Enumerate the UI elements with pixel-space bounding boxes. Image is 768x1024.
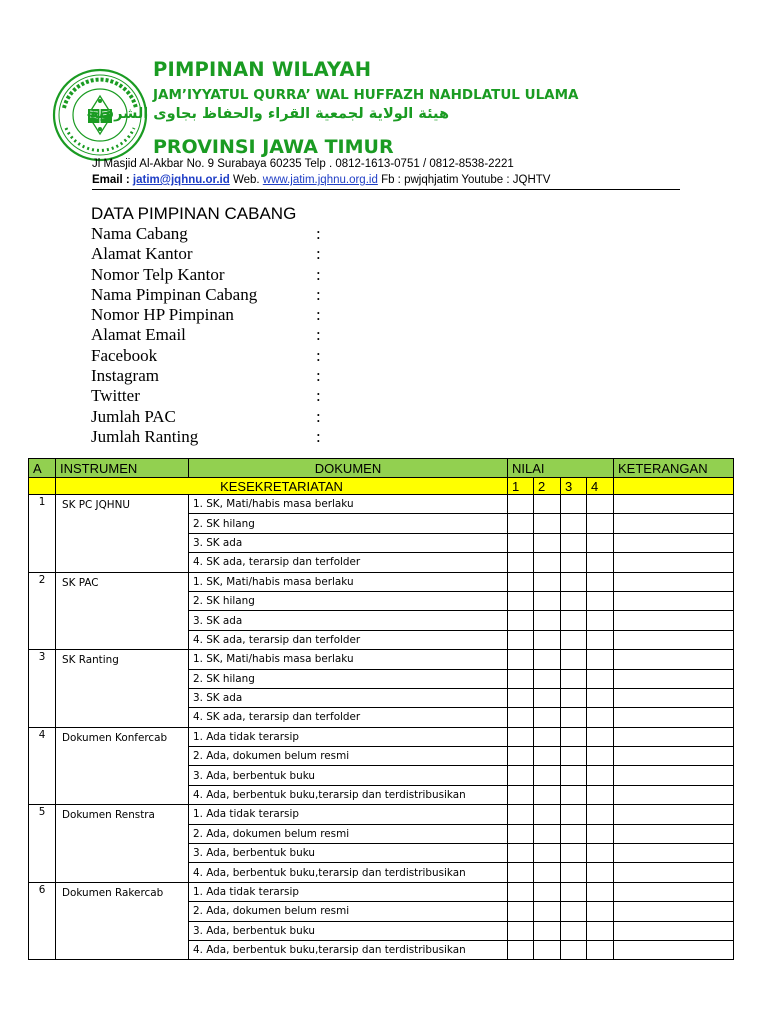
score-cell-3[interactable]	[561, 708, 587, 727]
score-cell-1[interactable]	[508, 669, 534, 688]
keterangan-cell[interactable]	[614, 805, 734, 824]
field-label: Nomor HP Pimpinan	[91, 305, 234, 325]
field-label: Alamat Email	[91, 325, 186, 345]
score-cell-3[interactable]	[561, 766, 587, 785]
score-cell-4[interactable]	[587, 669, 614, 688]
table-row	[29, 727, 734, 746]
score-cell-3[interactable]	[561, 844, 587, 863]
row-number: 1	[29, 495, 56, 573]
score-cell-2[interactable]	[534, 921, 561, 940]
score-label-3: 3	[561, 478, 587, 495]
score-cell-2[interactable]	[534, 902, 561, 921]
score-cell-3[interactable]	[561, 533, 587, 552]
score-cell-4[interactable]	[587, 514, 614, 533]
score-cell-2[interactable]	[534, 747, 561, 766]
score-cell-4[interactable]	[587, 824, 614, 843]
keterangan-cell[interactable]	[614, 495, 734, 514]
score-cell-1[interactable]	[508, 844, 534, 863]
score-cell-3[interactable]	[561, 669, 587, 688]
document-criterion: 4. Ada, berbentuk buku,terarsip dan terdistribusikan	[189, 785, 508, 804]
document-criterion: 1. Ada tidak terarsip	[189, 727, 508, 746]
instrument-name: Dokumen Rakercab	[56, 882, 189, 960]
score-cell-2[interactable]	[534, 785, 561, 804]
score-cell-2[interactable]	[534, 514, 561, 533]
field-label: Instagram	[91, 366, 159, 386]
score-cell-1[interactable]	[508, 785, 534, 804]
score-cell-2[interactable]	[534, 824, 561, 843]
score-cell-4[interactable]	[587, 921, 614, 940]
keterangan-cell[interactable]	[614, 630, 734, 649]
keterangan-cell[interactable]	[614, 824, 734, 843]
field-colon: :	[316, 284, 321, 304]
keterangan-cell[interactable]	[614, 882, 734, 901]
keterangan-cell[interactable]	[614, 921, 734, 940]
score-cell-4[interactable]	[587, 940, 614, 959]
field-label: Jumlah PAC	[91, 406, 176, 426]
social-handles: Fb : pwjqhjatim Youtube : JQHTV	[381, 174, 551, 186]
org-title: PIMPINAN WILAYAH	[153, 58, 372, 81]
keterangan-cell[interactable]	[614, 708, 734, 727]
score-cell-3[interactable]	[561, 553, 587, 572]
field-colon: :	[316, 345, 321, 365]
field-colon: :	[316, 406, 321, 426]
score-label-1: 1	[508, 478, 534, 495]
document-criterion: 1. Ada tidak terarsip	[189, 805, 508, 824]
field-colon: :	[316, 244, 321, 264]
score-cell-1[interactable]	[508, 630, 534, 649]
score-cell-1[interactable]	[508, 863, 534, 882]
score-cell-1[interactable]	[508, 727, 534, 746]
score-cell-1[interactable]	[508, 708, 534, 727]
table-row	[29, 495, 734, 514]
keterangan-cell[interactable]	[614, 572, 734, 591]
score-cell-2[interactable]	[534, 863, 561, 882]
row-number: 3	[29, 650, 56, 728]
score-cell-4[interactable]	[587, 747, 614, 766]
score-cell-3[interactable]	[561, 921, 587, 940]
email-link[interactable]: jatim@jqhnu.or.id	[132, 174, 230, 186]
org-fullname: JAM’IYYATUL QURRA’ WAL HUFFAZH NAHDLATUL ULAMA	[153, 87, 579, 103]
keterangan-cell[interactable]	[614, 940, 734, 959]
table-row	[29, 650, 734, 669]
field-colon: :	[316, 325, 321, 345]
score-cell-2[interactable]	[534, 940, 561, 959]
score-cell-3[interactable]	[561, 688, 587, 707]
document-criterion: 2. SK hilang	[189, 669, 508, 688]
score-cell-2[interactable]	[534, 805, 561, 824]
keterangan-cell[interactable]	[614, 766, 734, 785]
document-criterion: 1. SK, Mati/habis masa berlaku	[189, 572, 508, 591]
score-cell-3[interactable]	[561, 591, 587, 610]
header-dokumen: DOKUMEN	[189, 459, 508, 478]
score-cell-2[interactable]	[534, 882, 561, 901]
field-label: Nama Cabang	[91, 224, 188, 243]
score-cell-3[interactable]	[561, 630, 587, 649]
document-criterion: 2. Ada, dokumen belum resmi	[189, 824, 508, 843]
score-cell-3[interactable]	[561, 514, 587, 533]
row-number: 2	[29, 572, 56, 650]
score-cell-3[interactable]	[561, 650, 587, 669]
score-label-4: 4	[587, 478, 614, 495]
keterangan-cell[interactable]	[614, 669, 734, 688]
row-number: 6	[29, 882, 56, 960]
score-cell-4[interactable]	[587, 630, 614, 649]
field-label: Nama Pimpinan Cabang	[91, 284, 258, 304]
score-cell-2[interactable]	[534, 844, 561, 863]
score-cell-1[interactable]	[508, 650, 534, 669]
score-cell-4[interactable]	[587, 591, 614, 610]
web-label: Web.	[232, 174, 260, 186]
document-criterion: 2. Ada, dokumen belum resmi	[189, 902, 508, 921]
score-cell-2[interactable]	[534, 688, 561, 707]
score-cell-1[interactable]	[508, 940, 534, 959]
score-cell-1[interactable]	[508, 533, 534, 552]
score-cell-3[interactable]	[561, 824, 587, 843]
document-criterion: 4. Ada, berbentuk buku,terarsip dan terdistribusikan	[189, 940, 508, 959]
score-cell-4[interactable]	[587, 785, 614, 804]
keterangan-cell[interactable]	[614, 650, 734, 669]
document-criterion: 1. SK, Mati/habis masa berlaku	[189, 495, 508, 514]
keterangan-cell[interactable]	[614, 727, 734, 746]
table-header-row	[29, 459, 734, 478]
document-criterion: 3. SK ada	[189, 533, 508, 552]
keterangan-cell[interactable]	[614, 533, 734, 552]
keterangan-cell[interactable]	[614, 688, 734, 707]
org-arabic-name: هيئة الولاية لجمعية القراء والحفاظ بجاوى الشرقية	[89, 106, 449, 122]
field-colon: :	[316, 224, 321, 243]
score-cell-1[interactable]	[508, 591, 534, 610]
score-cell-3[interactable]	[561, 747, 587, 766]
score-cell-3[interactable]	[561, 611, 587, 630]
field-colon: :	[316, 264, 321, 284]
instrument-name: Dokumen Renstra	[56, 805, 189, 883]
section-title: DATA PIMPINAN CABANG	[91, 204, 297, 223]
score-cell-2[interactable]	[534, 553, 561, 572]
score-cell-2[interactable]	[534, 669, 561, 688]
keterangan-cell[interactable]	[614, 785, 734, 804]
score-cell-2[interactable]	[534, 591, 561, 610]
score-label-2: 2	[534, 478, 561, 495]
header-keterangan: KETERANGAN	[614, 459, 734, 478]
document-criterion: 4. SK ada, terarsip dan terfolder	[189, 553, 508, 572]
instrument-name: SK Ranting	[56, 650, 189, 728]
score-cell-3[interactable]	[561, 902, 587, 921]
keterangan-cell[interactable]	[614, 844, 734, 863]
score-cell-4[interactable]	[587, 495, 614, 514]
field-colon: :	[316, 305, 321, 325]
score-cell-1[interactable]	[508, 805, 534, 824]
website-link[interactable]: www.jatim.jqhnu.org.id	[262, 174, 378, 186]
score-cell-1[interactable]	[508, 572, 534, 591]
score-cell-1[interactable]	[508, 514, 534, 533]
score-cell-1[interactable]	[508, 882, 534, 901]
field-label: Nomor Telp Kantor	[91, 264, 225, 284]
score-cell-1[interactable]	[508, 688, 534, 707]
document-criterion: 4. Ada, berbentuk buku,terarsip dan terdistribusikan	[189, 863, 508, 882]
document-criterion: 4. SK ada, terarsip dan terfolder	[189, 630, 508, 649]
score-cell-2[interactable]	[534, 727, 561, 746]
score-cell-2[interactable]	[534, 650, 561, 669]
score-cell-4[interactable]	[587, 650, 614, 669]
score-cell-1[interactable]	[508, 921, 534, 940]
score-cell-1[interactable]	[508, 553, 534, 572]
instrument-name: SK PAC	[56, 572, 189, 650]
score-cell-4[interactable]	[587, 882, 614, 901]
score-cell-2[interactable]	[534, 630, 561, 649]
score-cell-4[interactable]	[587, 572, 614, 591]
table-row	[29, 805, 734, 824]
score-cell-3[interactable]	[561, 882, 587, 901]
keterangan-cell[interactable]	[614, 591, 734, 610]
document-criterion: 3. Ada, berbentuk buku	[189, 921, 508, 940]
field-label: Jumlah Ranting	[91, 426, 199, 446]
keterangan-cell[interactable]	[614, 863, 734, 882]
score-cell-3[interactable]	[561, 727, 587, 746]
score-cell-4[interactable]	[587, 863, 614, 882]
document-criterion: 2. Ada, dokumen belum resmi	[189, 747, 508, 766]
score-cell-3[interactable]	[561, 863, 587, 882]
score-cell-1[interactable]	[508, 747, 534, 766]
score-cell-4[interactable]	[587, 805, 614, 824]
document-criterion: 4. SK ada, terarsip dan terfolder	[189, 708, 508, 727]
score-cell-2[interactable]	[534, 533, 561, 552]
header-instrumen: INSTRUMEN	[56, 459, 189, 478]
field-colon: :	[316, 386, 321, 406]
score-cell-3[interactable]	[561, 572, 587, 591]
document-criterion: 2. SK hilang	[189, 591, 508, 610]
score-cell-2[interactable]	[534, 766, 561, 785]
field-label: Twitter	[91, 386, 140, 406]
score-cell-3[interactable]	[561, 785, 587, 804]
document-criterion: 3. SK ada	[189, 688, 508, 707]
table-row	[29, 882, 734, 901]
field-colon: :	[316, 366, 321, 386]
document-criterion: 1. SK, Mati/habis masa berlaku	[189, 650, 508, 669]
field-label: Alamat Kantor	[91, 244, 193, 264]
score-cell-3[interactable]	[561, 495, 587, 514]
org-province: PROVINSI JAWA TIMUR	[153, 136, 394, 158]
score-cell-4[interactable]	[587, 766, 614, 785]
keterangan-cell[interactable]	[614, 611, 734, 630]
table-section-row	[29, 478, 734, 495]
score-cell-1[interactable]	[508, 766, 534, 785]
score-cell-4[interactable]	[587, 708, 614, 727]
score-cell-4[interactable]	[587, 688, 614, 707]
header-nilai: NILAI	[508, 459, 614, 478]
score-cell-4[interactable]	[587, 611, 614, 630]
org-address: Jl Masjid Al-Akbar No. 9 Surabaya 60235 Telp . 0812-1613-0751 / 0812-8538-2221	[92, 158, 514, 170]
section-cell-keterangan	[614, 478, 734, 495]
instrument-name: SK PC JQHNU	[56, 495, 189, 573]
instrument-name: Dokumen Konfercab	[56, 727, 189, 805]
document-criterion: 3. SK ada	[189, 611, 508, 630]
section-cell-a	[29, 478, 56, 495]
document-criterion: 2. SK hilang	[189, 514, 508, 533]
score-cell-2[interactable]	[534, 611, 561, 630]
score-cell-1[interactable]	[508, 824, 534, 843]
document-criterion: 3. Ada, berbentuk buku	[189, 766, 508, 785]
section-label: KESEKRETARIATAN	[56, 478, 508, 495]
row-number: 4	[29, 727, 56, 805]
score-cell-1[interactable]	[508, 495, 534, 514]
org-contact-line	[92, 174, 550, 186]
field-label: Facebook	[91, 345, 158, 365]
document-criterion: 1. Ada tidak terarsip	[189, 882, 508, 901]
score-cell-4[interactable]	[587, 844, 614, 863]
table-row	[29, 572, 734, 591]
score-cell-4[interactable]	[587, 533, 614, 552]
keterangan-cell[interactable]	[614, 553, 734, 572]
score-cell-3[interactable]	[561, 805, 587, 824]
email-label: Email :	[92, 174, 130, 186]
document-criterion: 3. Ada, berbentuk buku	[189, 844, 508, 863]
score-cell-4[interactable]	[587, 902, 614, 921]
score-cell-1[interactable]	[508, 902, 534, 921]
instrument-table	[28, 458, 734, 960]
header-divider	[92, 189, 680, 190]
row-number: 5	[29, 805, 56, 883]
score-cell-4[interactable]	[587, 553, 614, 572]
keterangan-cell[interactable]	[614, 902, 734, 921]
score-cell-2[interactable]	[534, 495, 561, 514]
score-cell-3[interactable]	[561, 940, 587, 959]
header-a: A	[29, 459, 56, 478]
field-colon: :	[316, 426, 321, 446]
score-cell-2[interactable]	[534, 708, 561, 727]
score-cell-1[interactable]	[508, 611, 534, 630]
score-cell-4[interactable]	[587, 727, 614, 746]
keterangan-cell[interactable]	[614, 747, 734, 766]
keterangan-cell[interactable]	[614, 514, 734, 533]
score-cell-2[interactable]	[534, 572, 561, 591]
